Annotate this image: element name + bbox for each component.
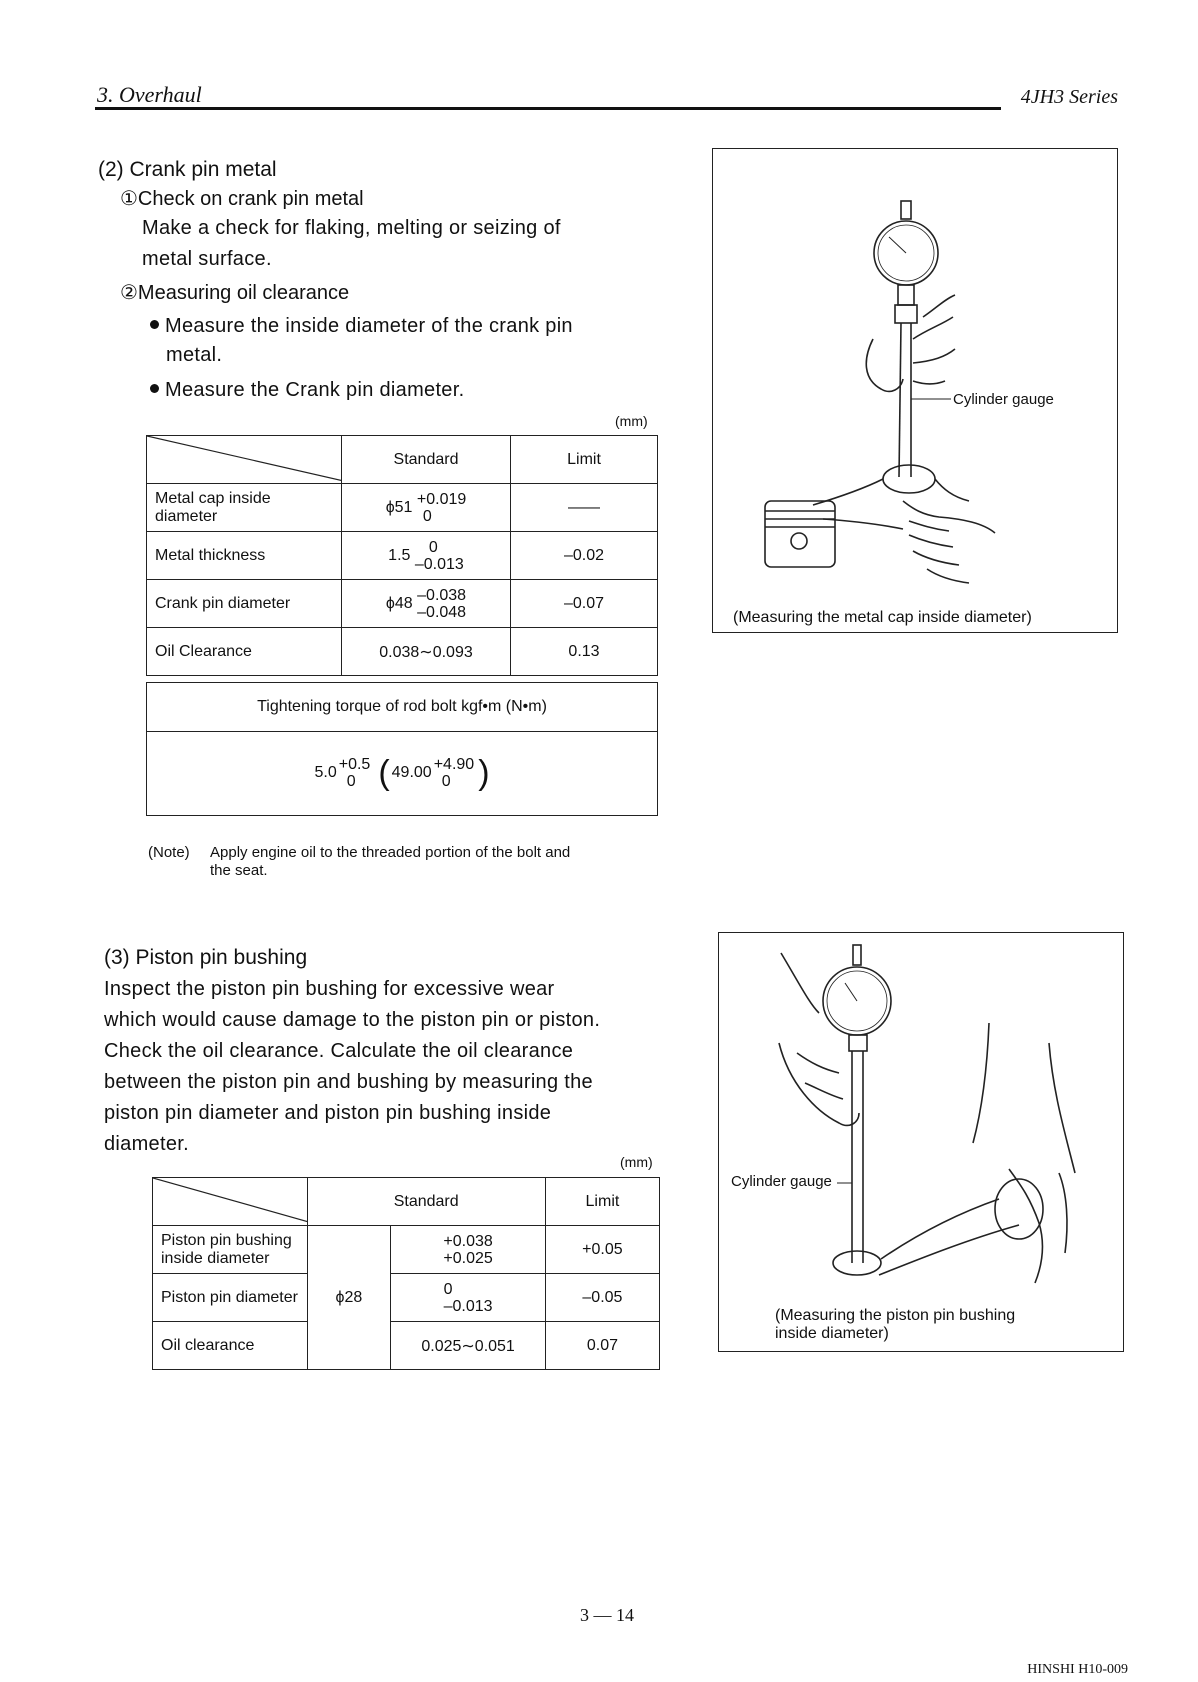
torque-title: Tightening torque of rod bolt kgf•m (N•m)	[147, 683, 657, 732]
tol-upper: 0	[443, 1280, 453, 1298]
figure-piston-bushing-caption-2: inside diameter)	[775, 1325, 889, 1342]
row-name: Piston pin diameter	[153, 1274, 308, 1322]
col-limit: Limit	[545, 1178, 659, 1226]
tol-lower: –0.013	[443, 1297, 493, 1315]
piston-para-line-4: between the piston pin and bushing by measuring the	[104, 1071, 593, 1093]
row-limit: 0.13	[511, 628, 658, 676]
tol-upper: –0.038	[417, 586, 467, 604]
piston-para-line-5: piston pin diameter and piston pin bushing inside	[104, 1102, 552, 1124]
row-name-line: inside diameter	[161, 1249, 270, 1267]
row-name-line: Piston pin bushing	[161, 1231, 292, 1249]
torque-value	[147, 733, 657, 813]
std-tolerance	[417, 587, 466, 621]
row-standard	[391, 1274, 546, 1322]
row-limit: 0.07	[545, 1322, 659, 1370]
piston-pin-title: (3) Piston pin bushing	[104, 946, 308, 969]
row-limit: +0.05	[545, 1226, 659, 1274]
tol-lower: –0.013	[414, 555, 464, 573]
figure-piston-bushing-label: Cylinder gauge	[731, 1173, 832, 1190]
row-standard: 0.025∼0.051	[391, 1322, 546, 1370]
paren-open: (	[378, 753, 390, 792]
table-corner-diagonal	[153, 1178, 308, 1226]
bullet-2	[150, 375, 464, 406]
tol-lower: –0.048	[417, 603, 467, 621]
footer-code: HINSHI H10-009	[1027, 1662, 1128, 1677]
table-row	[147, 532, 658, 580]
figure-metal-cap-illustration	[713, 149, 1117, 632]
figure-metal-cap-label: Cylinder gauge	[953, 391, 1054, 408]
table-row	[153, 1274, 660, 1322]
tol-upper: +0.5	[338, 756, 371, 773]
paren-close: )	[478, 753, 490, 792]
row-limit: –0.07	[511, 580, 658, 628]
figure-piston-bushing-illustration	[719, 933, 1123, 1351]
row-name	[153, 1226, 308, 1274]
check-text-line-2: metal surface.	[142, 248, 272, 270]
piston-pin-spec-table	[152, 1177, 660, 1370]
crank-pin-title: (2) Crank pin metal	[98, 158, 277, 181]
torque-nm-tolerance	[434, 756, 474, 790]
row-limit: –0.05	[545, 1274, 659, 1322]
tol-upper: 0	[428, 538, 438, 556]
row-name: Crank pin diameter	[147, 580, 342, 628]
row-name	[147, 484, 342, 532]
tol-upper: +4.90	[433, 756, 475, 773]
std-base: ϕ51	[385, 498, 413, 516]
header-section-title: 3. Overhaul	[97, 82, 202, 107]
row-limit: ——	[511, 484, 658, 532]
row-name-line: diameter	[155, 507, 218, 525]
figure-metal-cap	[712, 148, 1118, 633]
std-tolerance	[415, 539, 464, 573]
piston-para-line-1: Inspect the piston pin bushing for excessive wear	[104, 978, 555, 1000]
table-row	[153, 1226, 660, 1274]
torque-box	[146, 682, 658, 816]
nominal-diameter: ϕ28	[307, 1226, 391, 1370]
std-tolerance	[417, 491, 466, 525]
row-standard	[391, 1226, 546, 1274]
bullet-1-text: Measure the inside diameter of the crank pin	[165, 315, 573, 337]
std-base: 1.5	[388, 546, 411, 564]
figure-piston-bushing	[718, 932, 1124, 1352]
crank-pin-spec-table	[146, 435, 658, 676]
bullet-2-text: Measure the Crank pin diameter.	[165, 379, 465, 401]
piston-para-line-3: Check the oil clearance. Calculate the oil clearance	[104, 1040, 574, 1062]
check-title: ①Check on crank pin metal	[120, 188, 364, 210]
col-standard: Standard	[342, 436, 511, 484]
piston-unit: (mm)	[620, 1154, 653, 1170]
row-standard	[342, 580, 511, 628]
bullet-1-cont: metal.	[166, 344, 223, 366]
row-name: Oil Clearance	[147, 628, 342, 676]
piston-para-line-2: which would cause damage to the piston pin or piston.	[104, 1009, 601, 1031]
crank-unit: (mm)	[615, 413, 648, 429]
note-text-2: the seat.	[210, 862, 268, 879]
torque-base: 5.0	[314, 764, 337, 781]
col-standard: Standard	[307, 1178, 545, 1226]
tol-upper: +0.019	[416, 490, 467, 508]
note-text-1: Apply engine oil to the threaded portion of the bolt and	[210, 844, 571, 861]
std-base: ϕ48	[385, 594, 413, 612]
bullet-dot	[150, 384, 159, 393]
tol-lower: 0	[346, 773, 356, 790]
torque-tolerance	[339, 756, 371, 790]
table-row	[153, 1322, 660, 1370]
row-name: Oil clearance	[153, 1322, 308, 1370]
col-limit: Limit	[511, 436, 658, 484]
piston-para-line-6: diameter.	[104, 1133, 189, 1155]
header-series: 4JH3 Series	[1020, 86, 1118, 108]
measure-title: ②Measuring oil clearance	[120, 282, 350, 304]
figure-metal-cap-caption: (Measuring the metal cap inside diameter)	[733, 609, 1032, 626]
std-tolerance	[444, 1281, 493, 1315]
header-rule	[95, 107, 1001, 110]
table-row	[147, 484, 658, 532]
figure-piston-bushing-caption-1: (Measuring the piston pin bushing	[775, 1307, 1016, 1324]
page-number: 3 — 14	[580, 1605, 634, 1625]
tol-upper: +0.038	[443, 1232, 493, 1250]
table-row	[147, 628, 658, 676]
table-row	[147, 580, 658, 628]
bullet-1	[150, 311, 573, 342]
bullet-dot	[150, 320, 159, 329]
note-label: (Note)	[148, 844, 190, 861]
row-name-line: Metal cap inside	[155, 489, 271, 507]
tol-lower: 0	[422, 507, 432, 525]
check-text-line-1: Make a check for flaking, melting or seizing of	[142, 217, 561, 239]
tol-lower: 0	[441, 773, 451, 790]
row-limit: –0.02	[511, 532, 658, 580]
row-standard: 0.038∼0.093	[342, 628, 511, 676]
torque-nm-base: 49.00	[391, 764, 432, 781]
table-corner-diagonal	[147, 436, 342, 484]
row-standard	[342, 484, 511, 532]
std-tolerance	[443, 1233, 492, 1267]
row-name: Metal thickness	[147, 532, 342, 580]
tol-lower: +0.025	[443, 1249, 493, 1267]
row-standard	[342, 532, 511, 580]
